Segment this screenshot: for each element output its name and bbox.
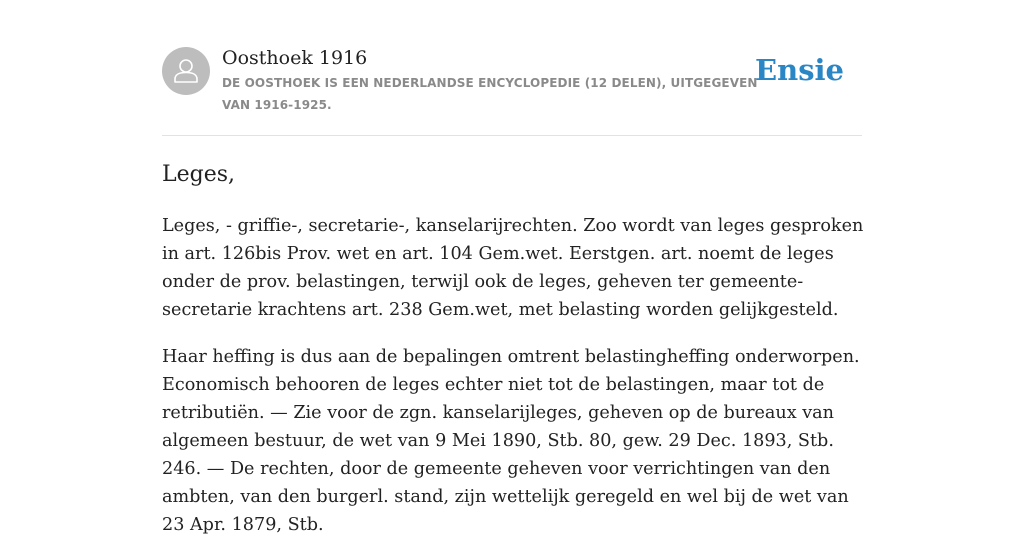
source-description: DE OOSTHOEK IS EEN NEDERLANDSE ENCYCLOPEDIE (12 DELEN), UITGEGEVEN VAN 1916-1925. [222, 76, 758, 112]
entry-body [162, 212, 866, 558]
entry-title: Leges, [162, 162, 236, 187]
source-avatar[interactable] [162, 47, 210, 95]
user-silhouette-icon [162, 47, 210, 95]
entry-paragraph: Leges, - griffie-, secretarie-, kanselarijrechten. Zoo wordt van leges gesproken in art. 126bis Prov. wet en art. 104 Gem.wet. Eerstgen. art. noemt de leges onder de prov. belastingen, terwijl ook de leges, geheven ter gemeente-secretarie krachtens art. 238 Gem.wet, met belasting worden gelijkgesteld. [162, 216, 864, 320]
ensie-logo[interactable]: Ensie [755, 53, 844, 87]
entry-paragraph: Haar heffing is dus aan de bepalingen omtrent belastingheffing onderworpen. Economisch behooren de leges echter niet tot de belastingen, maar tot de retributiën. — Zie voor de zgn. kanselarijleges, geheven op de bureaux van algemeen bestuur, de wet van 9 Mei 1890, Stb. 80, gew. 29 Dec. 1893, Stb. 246. — De rechten, door de gemeente geheven voor verrichtingen van den ambten, van den burgerl. stand, zijn wettelijk geregeld en wel bij de wet van 23 Apr. 1879, Stb. [162, 347, 860, 535]
header-divider [162, 135, 862, 136]
source-header [162, 46, 862, 136]
source-title[interactable]: Oosthoek 1916 [222, 47, 368, 69]
